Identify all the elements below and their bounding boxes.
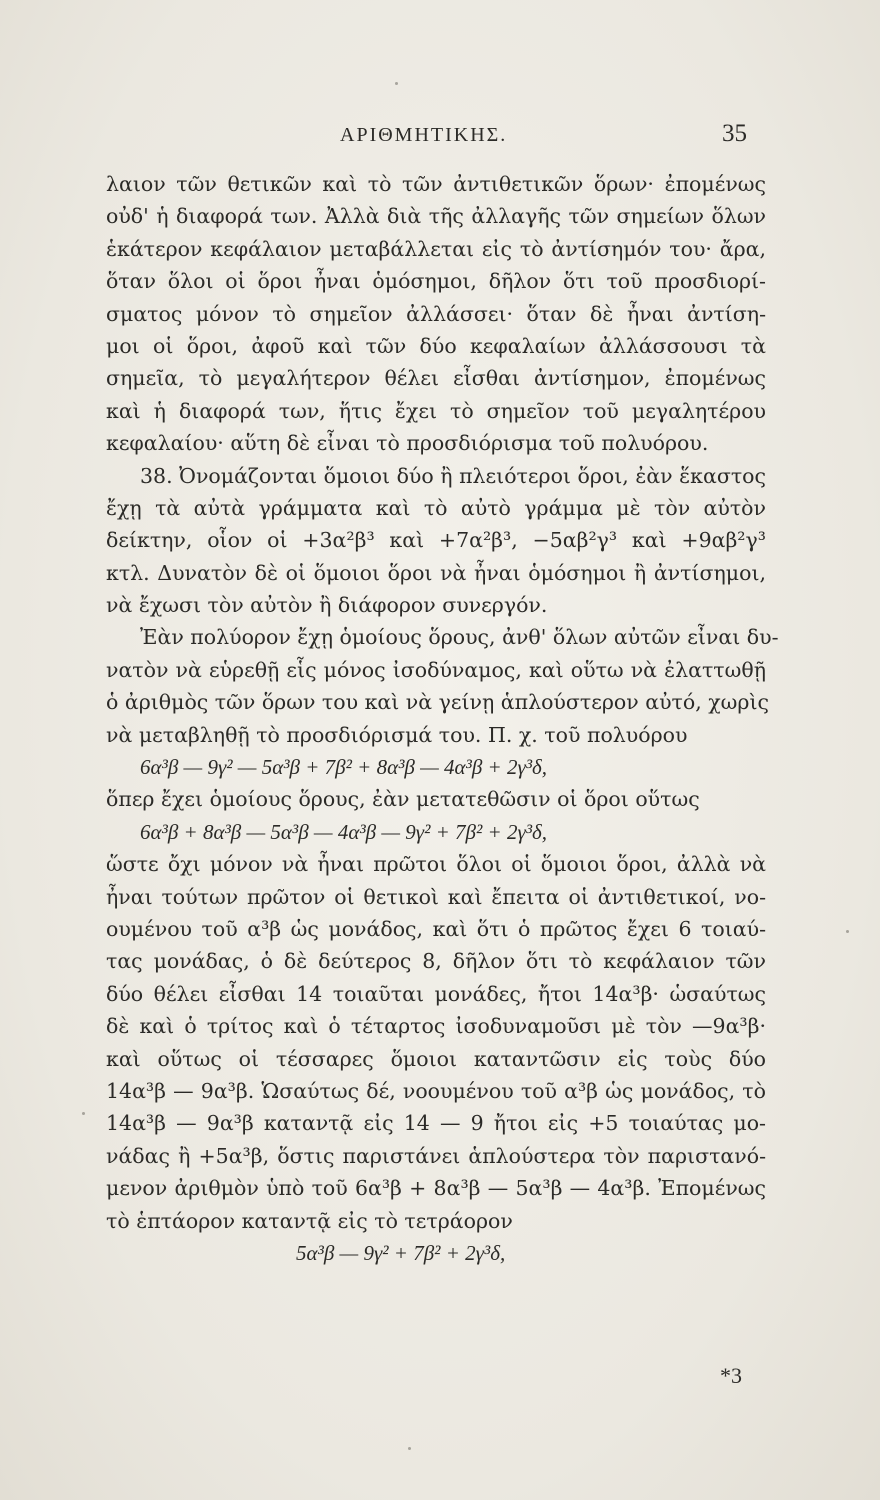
signature-mark: *3 <box>720 1363 742 1388</box>
text-line: ἔχῃ τὰ αὐτὰ γράμματα καὶ τὸ αὐτὸ γράμμα μὲ τὸν αὐτὸν <box>106 495 766 520</box>
text-line: καὶ οὕτως οἱ τέσσαρες ὅμοιοι καταντῶσιν εἰς τοὺς δύο <box>106 1046 766 1071</box>
text-line: οὐδ' ἡ διαφορά των. Ἀλλὰ διὰ τῆς ἀλλαγῆς τῶν σημείων ὅλων <box>106 204 766 229</box>
text-line: ὁ ἀριθμὸς τῶν ὅρων του καὶ νὰ γείνῃ ἁπλούστερον αὐτό, χωρὶς <box>106 690 769 715</box>
text-line: νὰ ἔχωσι τὸν αὐτὸν ἢ διάφορον συνεργόν. <box>106 593 548 618</box>
running-head <box>0 118 880 158</box>
paper-speck <box>408 1447 411 1450</box>
text-line: ἑκάτερον κεφάλαιον μεταβάλλεται εἰς τὸ ἀντίσημόν του· ἄρα, <box>106 236 766 261</box>
text-line: ἦναι τούτων πρῶτον οἱ θετικοὶ καὶ ἔπειτα οἱ ἀντιθετικοί, νο- <box>106 884 766 909</box>
text-line: τας μονάδας, ὁ δὲ δεύτερος 8, δῆλον ὅτι τὸ κεφάλαιον τῶν <box>106 949 766 974</box>
text-line: ὅπερ ἔχει ὁμοίους ὅρους, ἐὰν μετατεθῶσιν οἱ ὅροι οὕτως <box>106 787 700 812</box>
text-line: σημεῖα, τὸ μεγαλήτερον θέλει εἶσθαι ἀντίσημον, ἐπομένως <box>106 366 766 391</box>
text-line: δείκτην, οἷον οἱ +3α²β³ καὶ +7α²β³, −5αβ²γ³ καὶ +9αβ²γ³ <box>106 528 766 553</box>
text-line: κεφαλαίου· αὕτη δὲ εἶναι τὸ προσδιόρισμα τοῦ πολυόρου. <box>106 431 709 456</box>
paper-speck <box>846 930 849 933</box>
formula-polynomial: 6α³β — 9γ² — 5α³β + 7β² + 8α³β — 4α³β + 2γ³δ, <box>140 755 548 780</box>
text-line: νατὸν νὰ εὑρεθῇ εἷς μόνος ἰσοδύναμος, καὶ οὕτω νὰ ἐλαττωθῇ <box>106 657 766 682</box>
text-line: τὸ ἑπτάορον καταντᾷ εἰς τὸ τετράορον <box>106 1208 513 1233</box>
paper-speck <box>395 82 398 85</box>
page-number: 35 <box>722 120 747 147</box>
section-38-first-line: 38. Ὀνομάζονται ὅμοιοι δύο ἢ πλειότεροι ὅροι, ἐὰν ἕκαστος <box>140 463 766 488</box>
text-line: μοι οἱ ὅροι, ἀφοῦ καὶ τῶν δύο κεφαλαίων ἀλλάσσουσι τὰ <box>106 333 766 358</box>
text-line: δύο θέλει εἶσθαι 14 τοιαῦται μονάδες, ἤτοι 14α³β· ὡσαύτως <box>106 981 766 1006</box>
text-line: καὶ ἡ διαφορά των, ἥτις ἔχει τὸ σημεῖον τοῦ μεγαλητέρου <box>106 398 766 423</box>
text-line: λαιον τῶν θετικῶν καὶ τὸ τῶν ἀντιθετικῶν ὅρων· ἐπομένως <box>106 172 766 196</box>
text-line: ουμένου τοῦ α³β ὡς μονάδος, καὶ ὅτι ὁ πρῶτος ἔχει 6 τοιαύ- <box>106 916 766 941</box>
text-line: σματος μόνον τὸ σημεῖον ἀλλάσσει· ὅταν δὲ ἦναι ἀντίση- <box>106 301 766 326</box>
text-line: νάδας ἢ +5α³β, ὅστις παριστάνει ἁπλούστερα τὸν παριστανό- <box>106 1143 766 1168</box>
text-line: μενον ἀριθμὸν ὑπὸ τοῦ 6α³β + 8α³β — 5α³β — 4α³β. Ἐπομένως <box>106 1176 766 1201</box>
running-head-title: ΑΡΙΘΜΗΤΙΚΗΣ. <box>340 124 508 146</box>
formula-reduced: 5α³β — 9γ² + 7β² + 2γ³δ, <box>296 1240 506 1265</box>
text-line: νὰ μεταβληθῇ τὸ προσδιόρισμά του. Π. χ. τοῦ πολυόρου <box>106 722 688 747</box>
paragraph-first-line: Ἐὰν πολύορον ἔχῃ ὁμοίους ὅρους, ἀνθ' ὅλων αὐτῶν εἶναι δυ- <box>140 625 779 650</box>
text-line: κτλ. Δυνατὸν δὲ οἱ ὅμοιοι ὅροι νὰ ἦναι ὁμόσημοι ἢ ἀντίσημοι, <box>106 560 766 585</box>
text-line: 14α³β — 9α³β. Ὡσαύτως δέ, νοουμένου τοῦ α³β ὡς μονάδος, τὸ <box>106 1078 766 1103</box>
body-text <box>106 168 779 1269</box>
text-line: ὥστε ὄχι μόνον νὰ ἦναι πρῶτοι ὅλοι οἱ ὅμοιοι ὅροι, ἀλλὰ νὰ <box>106 852 766 877</box>
text-line: ὅταν ὅλοι οἱ ὅροι ἦναι ὁμόσημοι, δῆλον ὅτι τοῦ προσδιορί- <box>106 269 766 294</box>
paper-speck <box>82 1112 85 1115</box>
text-line: 14α³β — 9α³β καταντᾷ εἰς 14 — 9 ἤτοι εἰς +5 τοιαύτας μο- <box>106 1111 766 1136</box>
text-line: δὲ καὶ ὁ τρίτος καὶ ὁ τέταρτος ἰσοδυναμοῦσι μὲ τὸν —9α³β· <box>106 1014 766 1039</box>
formula-rearranged: 6α³β + 8α³β — 5α³β — 4α³β — 9γ² + 7β² + 2γ³δ, <box>140 819 548 844</box>
